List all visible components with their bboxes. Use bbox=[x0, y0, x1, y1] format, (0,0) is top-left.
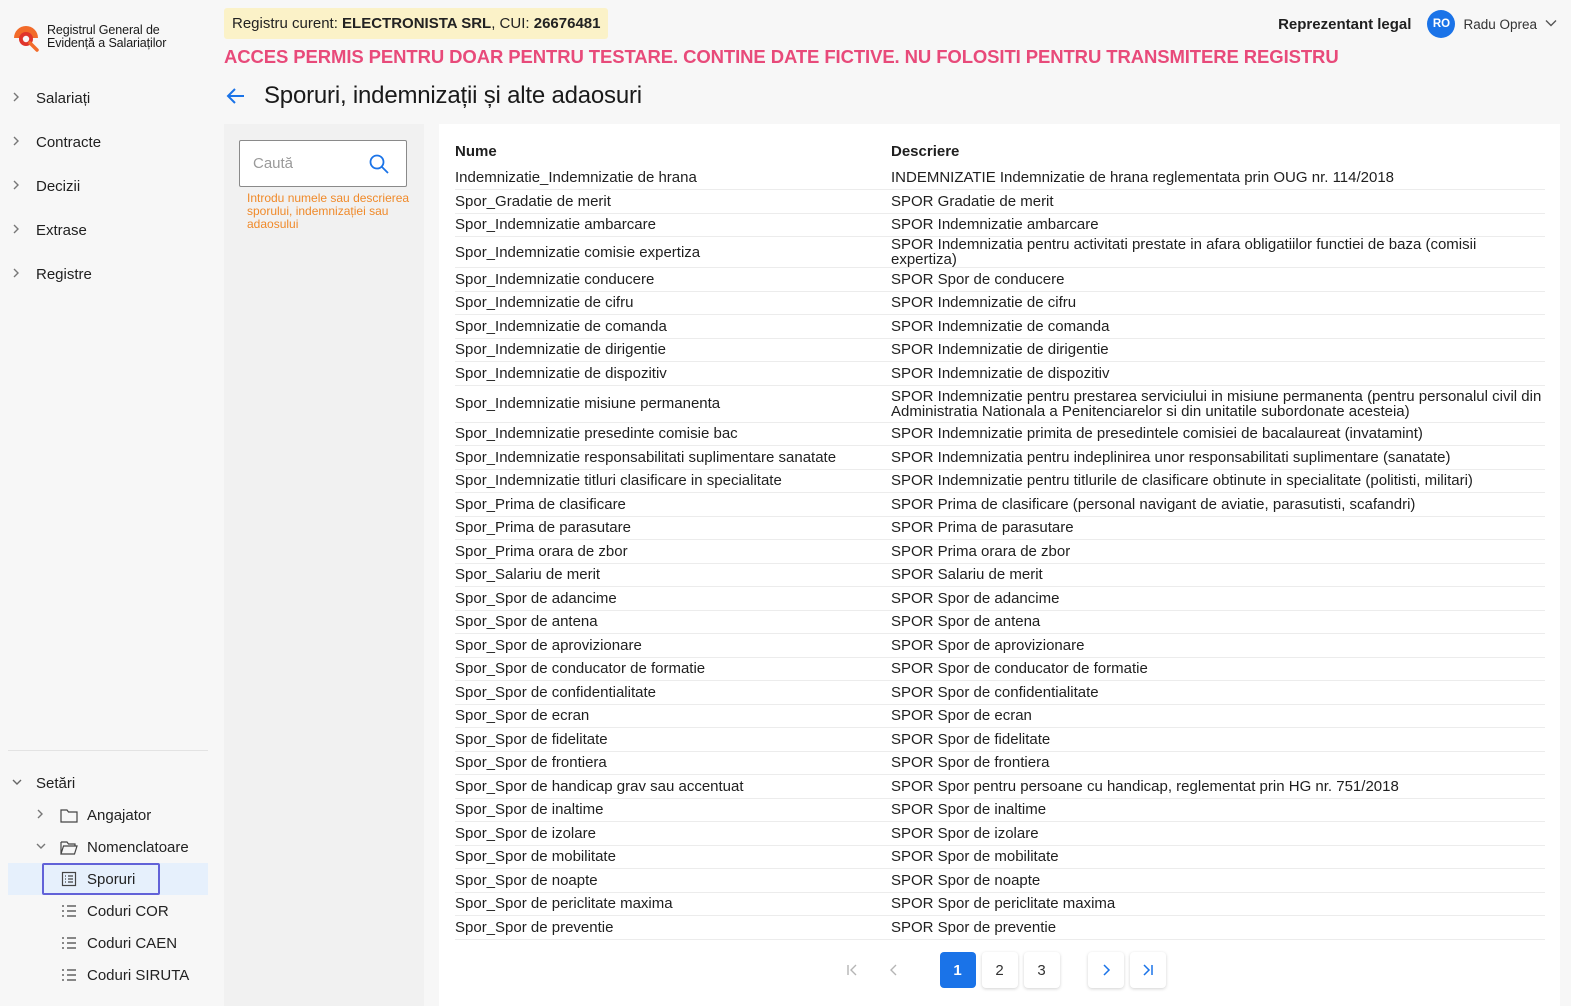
app-name-line2: Evidență a Salariaților bbox=[47, 36, 167, 50]
table-row[interactable] bbox=[455, 213, 1545, 237]
chevron-right-icon bbox=[12, 180, 24, 193]
cell-name: Spor_Indemnizatie comisie expertiza bbox=[455, 237, 891, 268]
page-button-3[interactable]: 3 bbox=[1024, 952, 1060, 988]
cell-name: Spor_Spor de frontiera bbox=[455, 751, 891, 775]
table-row[interactable] bbox=[455, 563, 1545, 587]
cell-name: Spor_Indemnizatie de cifru bbox=[455, 291, 891, 315]
table-row[interactable] bbox=[455, 728, 1545, 752]
table-row[interactable] bbox=[455, 190, 1545, 214]
registry-company: ELECTRONISTA SRL bbox=[342, 15, 492, 32]
list-icon bbox=[60, 968, 78, 982]
cell-description: INDEMNIZATIE Indemnizatie de hrana reglementata prin OUG nr. 114/2018 bbox=[891, 166, 1545, 190]
cell-description: SPOR Spor de mobilitate bbox=[891, 845, 1545, 869]
page-button-2[interactable]: 2 bbox=[982, 952, 1018, 988]
registry-prefix: Registru curent: bbox=[232, 15, 343, 32]
table-row[interactable] bbox=[455, 751, 1545, 775]
chevron-down-icon[interactable] bbox=[1545, 18, 1557, 30]
cell-description: SPOR Indemnizatia pentru indeplinirea unor responsabilitati suplimentare (sanatate) bbox=[891, 446, 1545, 470]
user-role: Reprezentant legal bbox=[1278, 15, 1412, 33]
cell-description: SPOR Spor de conducere bbox=[891, 268, 1545, 292]
registry-cui-label: , CUI: bbox=[491, 15, 534, 32]
table-row[interactable] bbox=[455, 869, 1545, 893]
table-row[interactable] bbox=[455, 775, 1545, 799]
nav-item-salariati[interactable] bbox=[0, 76, 222, 120]
cell-description: SPOR Indemnizatie de dirigentie bbox=[891, 338, 1545, 362]
table-row[interactable] bbox=[455, 362, 1545, 386]
folder-icon bbox=[60, 808, 78, 823]
cell-description: SPOR Indemnizatie de dispozitiv bbox=[891, 362, 1545, 386]
nav-item-registre[interactable] bbox=[0, 252, 222, 296]
cell-name: Spor_Indemnizatie misiune permanenta bbox=[455, 385, 891, 422]
chevron-right-icon bbox=[12, 224, 24, 237]
table-row[interactable] bbox=[455, 315, 1545, 339]
sidebar-divider bbox=[8, 750, 208, 751]
nav-item-label: Extrase bbox=[36, 221, 87, 239]
table-row[interactable] bbox=[455, 469, 1545, 493]
table-row[interactable] bbox=[455, 540, 1545, 564]
allowances-table bbox=[455, 136, 1545, 940]
test-warning-banner: ACCES PERMIS PENTRU DOAR PENTRU TESTARE. CONTINE DATE FICTIVE. NU FOLOSITI PENTRU TRANSMITERE REGISTRU bbox=[224, 46, 1339, 67]
column-header-description[interactable]: Descriere bbox=[891, 142, 960, 160]
tree-item-label: Coduri COR bbox=[87, 902, 169, 920]
search-help-text: Introdu numele sau descrierea sporului, indemnizației sau adaosului bbox=[247, 191, 410, 231]
tree-item-coduri-cor[interactable] bbox=[0, 895, 222, 927]
table-row[interactable] bbox=[455, 338, 1545, 362]
table-row[interactable] bbox=[455, 166, 1545, 190]
tree-item-sporuri[interactable] bbox=[8, 863, 208, 895]
cell-name: Spor_Prima orara de zbor bbox=[455, 540, 891, 564]
nav-item-label: Registre bbox=[36, 265, 92, 283]
table-row[interactable] bbox=[455, 385, 1545, 422]
cell-name: Indemnizatie_Indemnizatie de hrana bbox=[455, 166, 891, 190]
cell-name: Spor_Indemnizatie ambarcare bbox=[455, 213, 891, 237]
tree-item-coduri-caen[interactable] bbox=[0, 927, 222, 959]
tree-item-coduri-siruta[interactable] bbox=[0, 959, 222, 991]
cell-description: SPOR Indemnizatie de cifru bbox=[891, 291, 1545, 315]
sidebar bbox=[0, 0, 222, 1006]
table-row[interactable] bbox=[455, 681, 1545, 705]
cell-name: Spor_Spor de inaltime bbox=[455, 798, 891, 822]
cell-name: Spor_Spor de preventie bbox=[455, 916, 891, 940]
cell-name: Spor_Spor de conducator de formatie bbox=[455, 657, 891, 681]
tree-item-label: Coduri CAEN bbox=[87, 934, 178, 952]
table-header-row bbox=[455, 136, 1545, 166]
cell-name: Spor_Spor de periclitate maxima bbox=[455, 892, 891, 916]
nav-item-setari[interactable] bbox=[0, 767, 222, 799]
back-arrow-icon[interactable] bbox=[224, 84, 248, 108]
first-page-button[interactable] bbox=[834, 952, 870, 988]
table-row[interactable] bbox=[455, 493, 1545, 517]
cell-name: Spor_Indemnizatie de dispozitiv bbox=[455, 362, 891, 386]
search-input[interactable] bbox=[253, 155, 363, 172]
settings-label: Setări bbox=[36, 774, 76, 792]
cell-description: SPOR Spor de inaltime bbox=[891, 798, 1545, 822]
table-row[interactable] bbox=[455, 916, 1545, 940]
cell-description: SPOR Indemnizatie de comanda bbox=[891, 315, 1545, 339]
last-page-button[interactable] bbox=[1130, 952, 1166, 988]
cell-name: Spor_Prima de parasutare bbox=[455, 516, 891, 540]
cell-name: Spor_Spor de handicap grav sau accentuat bbox=[455, 775, 891, 799]
table-row[interactable] bbox=[455, 237, 1545, 268]
page-button-1[interactable]: 1 bbox=[940, 952, 976, 988]
pagination bbox=[439, 952, 1560, 988]
chevron-down-icon bbox=[36, 841, 48, 853]
list-icon bbox=[60, 936, 78, 950]
cell-name: Spor_Gradatie de merit bbox=[455, 190, 891, 214]
search-box bbox=[239, 140, 407, 187]
cell-description: SPOR Indemnizatie pentru prestarea serviciului in misiune permanenta (pentru personalul civil din Administratia Nationala a Penitenciarelor si din unitatile subordonate acesteia) bbox=[891, 385, 1545, 422]
prev-page-button[interactable] bbox=[876, 952, 912, 988]
chevron-right-icon bbox=[36, 809, 48, 822]
cell-description: SPOR Spor de periclitate maxima bbox=[891, 892, 1545, 916]
cell-description: SPOR Spor de frontiera bbox=[891, 751, 1545, 775]
table-row[interactable] bbox=[455, 845, 1545, 869]
list-icon bbox=[60, 904, 78, 918]
folder-open-icon bbox=[60, 840, 78, 855]
cell-name: Spor_Spor de adancime bbox=[455, 587, 891, 611]
cell-description: SPOR Prima orara de zbor bbox=[891, 540, 1545, 564]
table-row[interactable] bbox=[455, 892, 1545, 916]
table-row[interactable] bbox=[455, 798, 1545, 822]
cell-description: SPOR Spor de confidentialitate bbox=[891, 681, 1545, 705]
cell-description: SPOR Spor de noapte bbox=[891, 869, 1545, 893]
settings-section bbox=[0, 767, 222, 991]
cell-name: Spor_Indemnizatie presedinte comisie bac bbox=[455, 422, 891, 446]
nav-item-decizii[interactable] bbox=[0, 164, 222, 208]
avatar[interactable]: RO bbox=[1427, 10, 1455, 38]
nav-item-contracte[interactable] bbox=[0, 120, 222, 164]
cell-description: SPOR Spor de conducator de formatie bbox=[891, 657, 1545, 681]
cell-description: SPOR Prima de clasificare (personal navigant de aviatie, parasutisti, scafandri) bbox=[891, 493, 1545, 517]
logo-icon bbox=[11, 22, 41, 52]
cell-description: SPOR Spor de izolare bbox=[891, 822, 1545, 846]
registry-cui: 26676481 bbox=[533, 15, 601, 32]
nav-item-label: Decizii bbox=[36, 177, 81, 195]
table-row[interactable] bbox=[455, 657, 1545, 681]
cell-name: Spor_Indemnizatie titluri clasificare in specialitate bbox=[455, 469, 891, 493]
cell-name: Spor_Spor de fidelitate bbox=[455, 728, 891, 752]
user-name[interactable]: Radu Oprea bbox=[1463, 16, 1537, 32]
column-header-name[interactable]: Nume bbox=[455, 142, 497, 160]
chevron-right-icon bbox=[12, 268, 24, 281]
tree-item-angajator[interactable] bbox=[0, 799, 222, 831]
tree-item-label: Angajator bbox=[87, 806, 152, 824]
page-title-row bbox=[224, 80, 642, 112]
tree-item-label: Sporuri bbox=[87, 870, 136, 888]
cell-description: SPOR Indemnizatie primita de presedintele comisiei de bacalaureat (invatamint) bbox=[891, 422, 1545, 446]
cell-description: SPOR Spor de fidelitate bbox=[891, 728, 1545, 752]
cell-description: SPOR Indemnizatie pentru titlurile de clasificare obtinute in specialitate (politisti, militari) bbox=[891, 469, 1545, 493]
page-title: Sporuri, indemnizații și alte adaosuri bbox=[264, 82, 642, 109]
cell-description: SPOR Prima de parasutare bbox=[891, 516, 1545, 540]
cell-name: Spor_Spor de aprovizionare bbox=[455, 634, 891, 658]
search-icon[interactable] bbox=[368, 153, 390, 175]
table-row[interactable] bbox=[455, 634, 1545, 658]
table-row[interactable] bbox=[455, 291, 1545, 315]
search-panel bbox=[224, 124, 424, 1006]
current-registry-badge bbox=[224, 8, 608, 39]
table-row[interactable] bbox=[455, 268, 1545, 292]
cell-name: Spor_Spor de confidentialitate bbox=[455, 681, 891, 705]
table-row[interactable] bbox=[455, 516, 1545, 540]
cell-name: Spor_Indemnizatie de dirigentie bbox=[455, 338, 891, 362]
cell-description: SPOR Indemnizatia pentru activitati prestate in afara obligatiilor functiei de baza (comisii expertiza) bbox=[891, 237, 1545, 268]
chevron-right-icon bbox=[12, 136, 24, 149]
cell-description: SPOR Salariu de merit bbox=[891, 563, 1545, 587]
cell-name: Spor_Indemnizatie conducere bbox=[455, 268, 891, 292]
cell-description: SPOR Spor de antena bbox=[891, 610, 1545, 634]
table-row[interactable] bbox=[455, 704, 1545, 728]
cell-name: Spor_Spor de mobilitate bbox=[455, 845, 891, 869]
cell-name: Spor_Prima de clasificare bbox=[455, 493, 891, 517]
cell-name: Spor_Salariu de merit bbox=[455, 563, 891, 587]
table-row[interactable] bbox=[455, 587, 1545, 611]
tree-item-label: Nomenclatoare bbox=[87, 838, 189, 856]
cell-description: SPOR Spor de aprovizionare bbox=[891, 634, 1545, 658]
table-row[interactable] bbox=[455, 610, 1545, 634]
cell-description: SPOR Spor de adancime bbox=[891, 587, 1545, 611]
tree-item-nomenclatoare[interactable] bbox=[0, 831, 222, 863]
cell-description: SPOR Indemnizatie ambarcare bbox=[891, 213, 1545, 237]
list-box-icon bbox=[60, 871, 78, 887]
cell-description: SPOR Spor de ecran bbox=[891, 704, 1545, 728]
user-area bbox=[1278, 9, 1557, 39]
cell-description: SPOR Gradatie de merit bbox=[891, 190, 1545, 214]
cell-name: Spor_Spor de antena bbox=[455, 610, 891, 634]
cell-description: SPOR Spor de preventie bbox=[891, 916, 1545, 940]
cell-name: Spor_Spor de izolare bbox=[455, 822, 891, 846]
nav-item-label: Salariați bbox=[36, 89, 91, 107]
app-logo[interactable] bbox=[11, 22, 166, 52]
app-name-line1: Registrul General de bbox=[47, 23, 160, 37]
table-panel bbox=[439, 124, 1560, 1006]
cell-name: Spor_Spor de noapte bbox=[455, 869, 891, 893]
table-row[interactable] bbox=[455, 446, 1545, 470]
cell-name: Spor_Spor de ecran bbox=[455, 704, 891, 728]
chevron-right-icon bbox=[12, 92, 24, 105]
table-row[interactable] bbox=[455, 422, 1545, 446]
nav-item-label: Contracte bbox=[36, 133, 102, 151]
nav-item-extrase[interactable] bbox=[0, 208, 222, 252]
cell-description: SPOR Spor pentru persoane cu handicap, reglementat prin HG nr. 751/2018 bbox=[891, 775, 1545, 799]
main-nav bbox=[0, 76, 222, 296]
tree-item-label: Coduri SIRUTA bbox=[87, 966, 190, 984]
cell-name: Spor_Indemnizatie de comanda bbox=[455, 315, 891, 339]
cell-name: Spor_Indemnizatie responsabilitati suplimentare sanatate bbox=[455, 446, 891, 470]
next-page-button[interactable] bbox=[1088, 952, 1124, 988]
table-row[interactable] bbox=[455, 822, 1545, 846]
chevron-down-icon bbox=[12, 777, 24, 789]
